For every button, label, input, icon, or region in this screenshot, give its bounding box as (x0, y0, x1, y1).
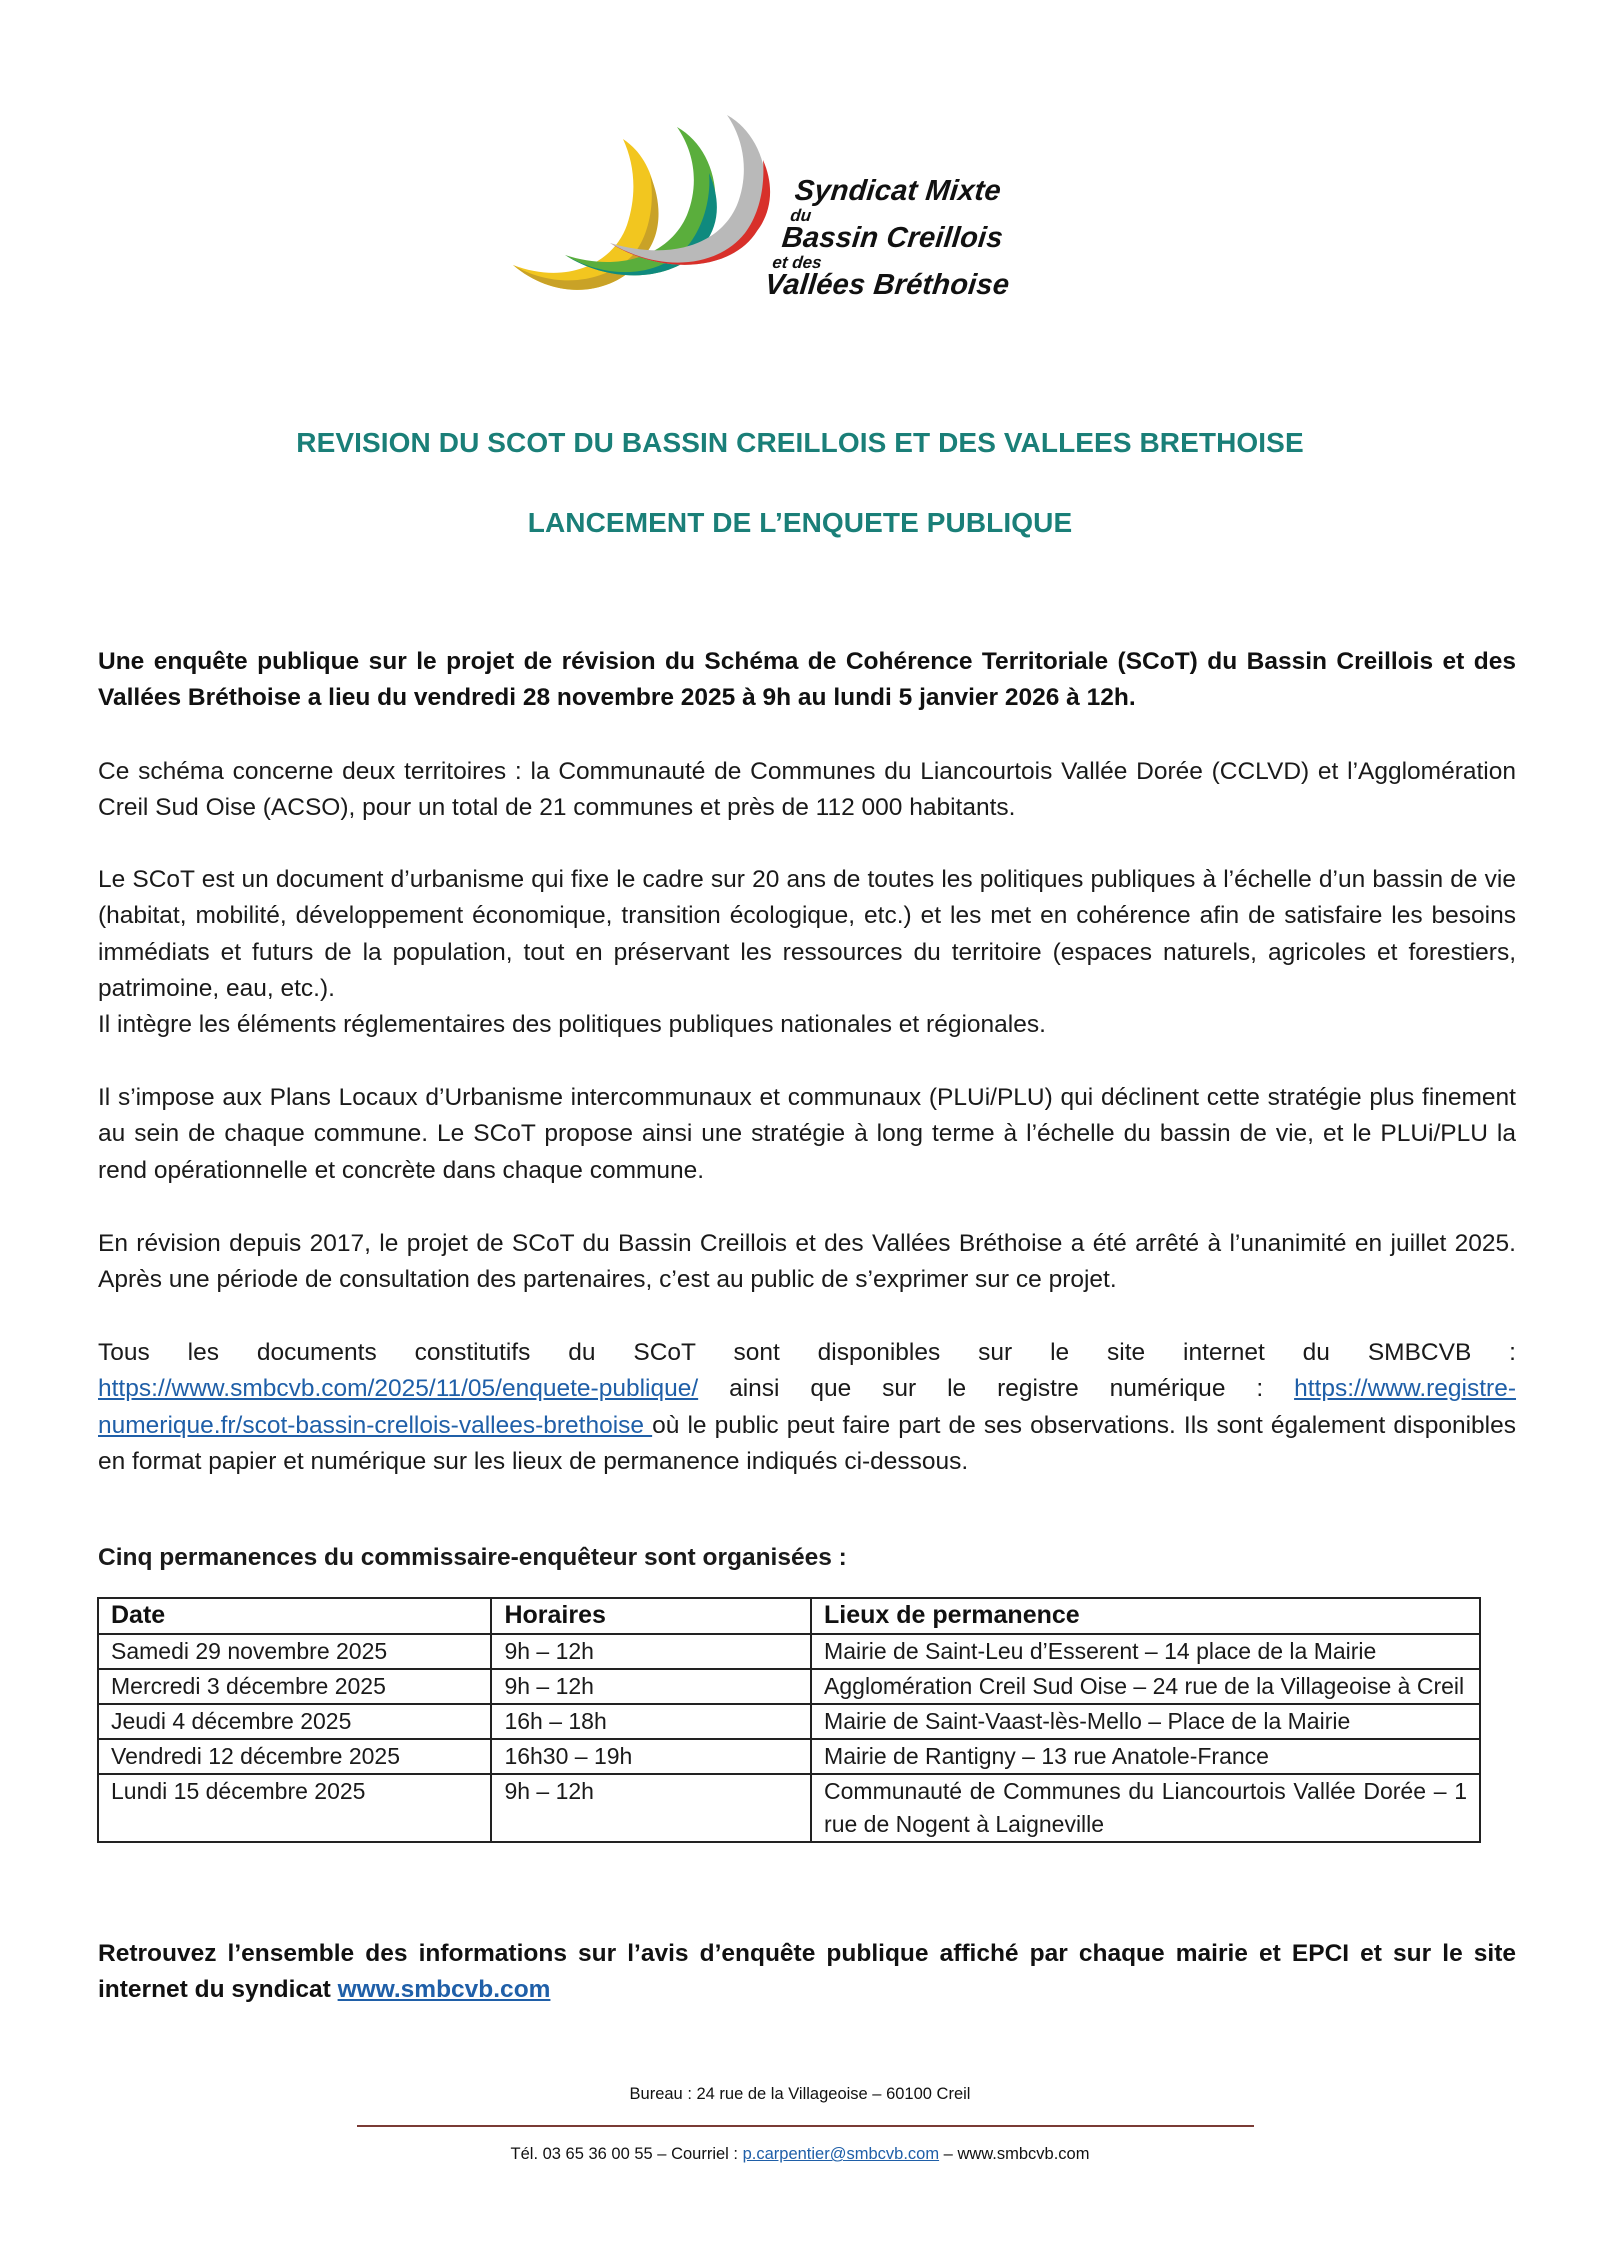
footer-divider (357, 2125, 1254, 2127)
permanences-table (97, 1597, 1481, 1843)
documents-paragraph: Tous les documents constitutifs du SCoT sont disponibles sur le site internet du SMBCVB : https://www.smbcvb.com/2025/11/05/enquete-publique/ ainsi que sur le registre numérique : https://www.registre-numerique.fr/scot-bassin-crellois-vallees-brethoise où le public peut faire part de ses observations. Ils sont également disponibles en format papier et numérique sur les lieux de permanence indiqués ci-dessous. (98, 1339, 1517, 1475)
table-row (98, 1704, 1480, 1739)
document-title: REVISION DU SCOT DU BASSIN CREILLOIS ET DES VALLEES BRETHOISE (296, 427, 1304, 458)
hours-cell: 9h – 12h (491, 1669, 811, 1704)
intro-paragraph: Une enquête publique sur le projet de révision du Schéma de Cohérence Territoriale (SCoT) du Bassin Creillois et des Vallées Bréthoise a lieu du vendredi 28 novembre 2025 à 9h au lundi 5 janvier 2026 à 12h. (98, 648, 1516, 712)
revision-paragraph: En révision depuis 2017, le projet de SCoT du Bassin Creillois et des Vallées Bréthoise a été arrêté à l’unanimité en juillet 2025. Après une période de consultation des partenaires, c’est au public de s’exprimer sur ce projet. (98, 1230, 1516, 1294)
hours-cell: 16h – 18h (491, 1704, 811, 1739)
registre-numerique-link[interactable]: https://www.registre-numerique.fr/scot-bassin-crellois-vallees-brethoise (98, 1375, 1517, 1439)
place-cell: Mairie de Saint-Vaast-lès-Mello – Place de la Mairie (811, 1704, 1480, 1739)
contact-email-link[interactable]: p.carpentier@smbcvb.com (742, 2145, 940, 2163)
scot-regulations-line: Il intègre les éléments réglementaires des politiques publiques nationales et régionales. (98, 1011, 1046, 1039)
smbcvb-website-link[interactable]: www.smbcvb.com (337, 1976, 551, 2004)
enquete-publique-link[interactable]: https://www.smbcvb.com/2025/11/05/enquete-publique/ (98, 1375, 699, 1403)
document-subtitle: LANCEMENT DE L’ENQUETE PUBLIQUE (527, 507, 1073, 538)
scot-definition-paragraph: Le SCoT est un document d’urbanisme qui fixe le cadre sur 20 ans de toutes les politiques publiques à l’échelle d’un bassin de vie (habitat, mobilité, développement économique, transition écologique, etc.) et les met en cohérence afin de satisfaire les besoins immédiats et futurs de la population, tout en préservant les ressources du territoire (espaces naturels, agricoles et forestiers, patrimoine, eau, etc.). Il intègre les éléments réglementaires des politiques publiques nationales et régionales. (98, 862, 1516, 1043)
date-cell: Jeudi 4 décembre 2025 (98, 1704, 491, 1739)
place-cell: Communauté de Communes du Liancourtois Vallée Dorée – 1 rue de Nogent à Laigneville (811, 1774, 1480, 1842)
hours-cell: 9h – 12h (491, 1634, 811, 1669)
footer-contact: Tél. 03 65 36 00 55 – Courriel : p.carpentier@smbcvb.com – www.smbcvb.com (510, 2145, 1090, 2163)
column-header-date: Date (98, 1598, 491, 1634)
permanences-intro: Cinq permanences du commissaire-enquêteur sont organisées : (98, 1544, 847, 1571)
territories-paragraph: Ce schéma concerne deux territoires : la Communauté de Communes du Liancourtois Vallée Dorée (CCLVD) et l’Agglomération Creil Sud Oise (ACSO), pour un total de 21 communes et près de 112 000 habitants. (98, 758, 1516, 822)
column-header-place: Lieux de permanence (811, 1598, 1480, 1634)
table-header-row (98, 1598, 1480, 1634)
table-row (98, 1634, 1480, 1669)
place-cell: Mairie de Saint-Leu d’Esserent – 14 place de la Mairie (811, 1634, 1480, 1669)
syndicat-logo (505, 115, 1095, 315)
date-cell: Samedi 29 novembre 2025 (98, 1634, 491, 1669)
column-header-hours: Horaires (491, 1598, 811, 1634)
footer-address: Bureau : 24 rue de la Villageoise – 60100 Creil (629, 2085, 971, 2103)
plu-paragraph: Il s’impose aux Plans Locaux d’Urbanisme intercommunaux et communaux (PLUi/PLU) qui déclinent cette stratégie plus finement au sein de chaque commune. Le SCoT propose ainsi une stratégie à long terme à l’échelle du bassin de vie, et le PLUi/PLU la rend opérationnelle et concrète dans chaque commune. (98, 1084, 1516, 1184)
date-cell: Mercredi 3 décembre 2025 (98, 1669, 491, 1704)
place-cell: Agglomération Creil Sud Oise – 24 rue de la Villageoise à Creil (811, 1669, 1480, 1704)
hours-cell: 16h30 – 19h (491, 1739, 811, 1774)
table-row (98, 1669, 1480, 1704)
closing-paragraph: Retrouvez l’ensemble des informations sur l’avis d’enquête publique affiché par chaque mairie et EPCI et sur le site internet du syndicat www.smbcvb.com (98, 1940, 1516, 2004)
place-cell: Mairie de Rantigny – 13 rue Anatole-France (811, 1739, 1480, 1774)
sail-swoosh-icon (505, 115, 795, 315)
hours-cell: 9h – 12h (491, 1774, 811, 1842)
date-cell: Vendredi 12 décembre 2025 (98, 1739, 491, 1774)
table-row (98, 1739, 1480, 1774)
table-row (98, 1774, 1480, 1842)
logo-wordmark: Syndicat Mixte du Bassin Creillois et des Vallées Bréthoise (763, 175, 1011, 301)
date-cell: Lundi 15 décembre 2025 (98, 1774, 491, 1842)
